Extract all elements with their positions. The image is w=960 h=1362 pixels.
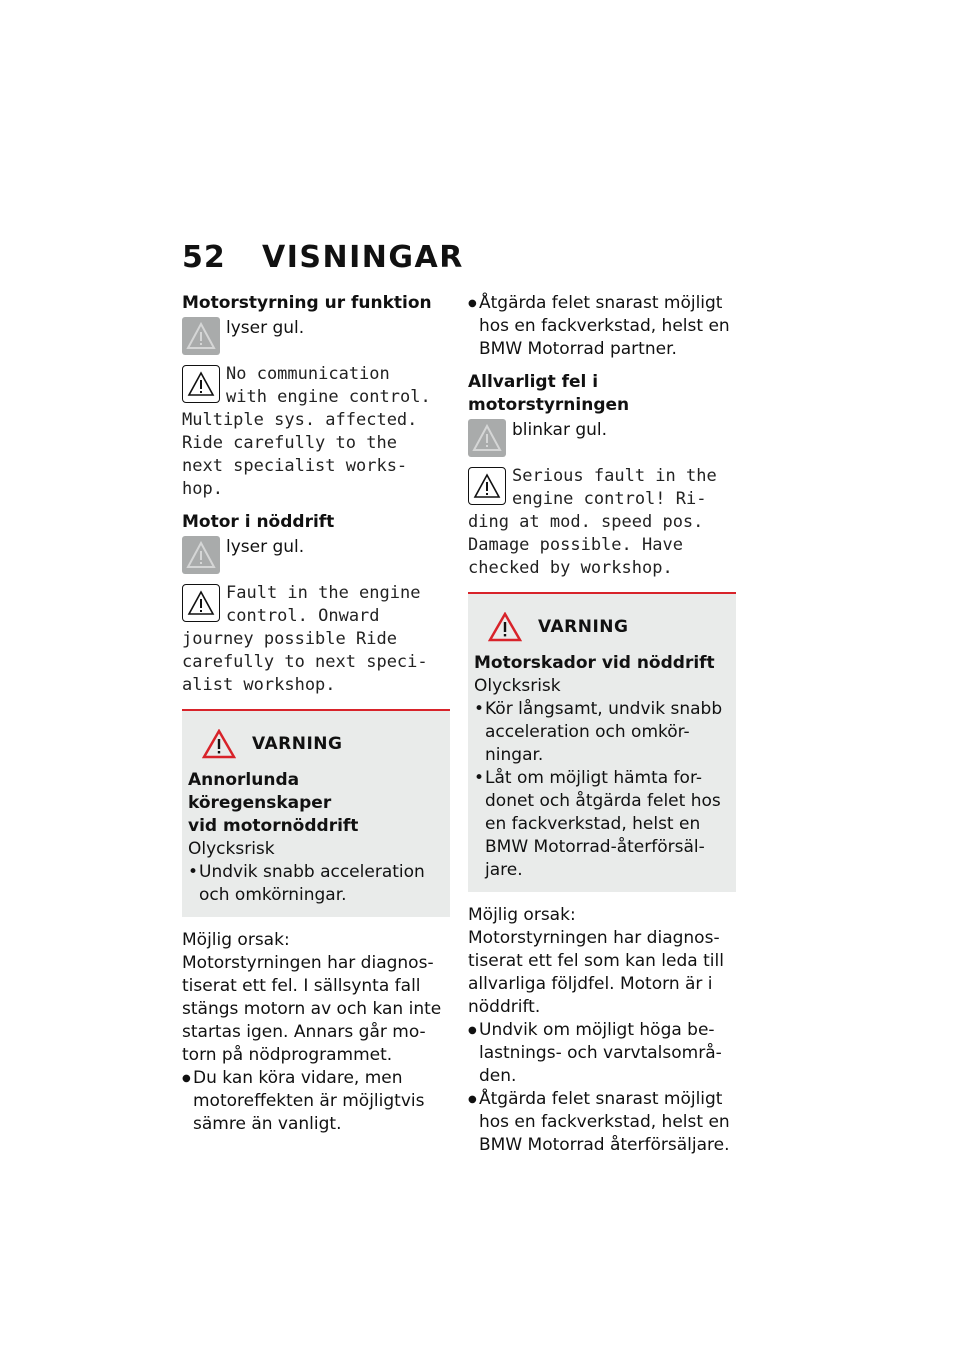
display-line: journey possible Ride: [182, 629, 397, 649]
cause-label: Möjlig orsak:: [182, 930, 290, 950]
display-line: ding at mod. speed pos.: [468, 512, 704, 532]
display-warning-icon: [468, 467, 506, 505]
warning-title: Motorskador vid nöddrift: [474, 653, 715, 673]
cause-text: Motorstyrningen har diagnos-tiserat ett fel. I sällsynta fall stängs motorn av och kan inte startas igen. Annars går mo-torn på nödprogrammet.: [182, 953, 442, 1065]
warning-box: [468, 592, 736, 892]
warning-item: • Låt om möjligt hämta for-donet och åtgärda felet hos en fackverkstad, helst en BMW Motorrad-återförsäl-jare.: [474, 767, 728, 882]
display-line: control. Onward: [226, 606, 380, 626]
cause-text: Motorstyrningen har diagnos-tiserat ett fel som kan leda till allvarliga följdfel. Motorn är i nöddrift.: [468, 928, 724, 1017]
section-heading: Motor i nöddrift: [182, 512, 335, 532]
action-item: ● Åtgärda felet snarast möjligt hos en fackverkstad, helst en BMW Motorrad återförsäljare.: [468, 1088, 736, 1157]
lamp-status-text: lyser gul.: [226, 318, 305, 338]
display-line: No communication: [226, 364, 390, 384]
action-list: [182, 1067, 450, 1136]
warning-lamp-icon: [468, 419, 506, 457]
warning-lamp-icon: [182, 536, 220, 574]
warning-box: [182, 709, 450, 917]
page-title: VISNINGAR: [262, 240, 464, 275]
section-heading: Allvarligt fel i motorstyrningen: [468, 372, 630, 415]
warning-label: VARNING: [252, 734, 343, 754]
action-item: ● Undvik om möjligt höga be-lastnings- och varvtalsområ-den.: [468, 1019, 736, 1088]
warning-header: [474, 612, 728, 642]
warning-item: • Undvik snabb acceleration och omkörningar.: [188, 861, 442, 907]
warning-lamp-icon: [182, 317, 220, 355]
display-message: [468, 465, 736, 580]
display-line: carefully to next speci-: [182, 652, 428, 672]
display-line: alist workshop.: [182, 675, 336, 695]
display-line: Serious fault in the: [512, 466, 717, 486]
display-line: Ride carefully to the: [182, 433, 397, 453]
right-column: [468, 292, 736, 1157]
indicator-lamp-row: [182, 317, 450, 355]
warning-risk: Olycksrisk: [474, 676, 561, 696]
page-number: 52: [182, 240, 226, 275]
warning-item: • Kör långsamt, undvik snabb acceleration och omkör-ningar.: [474, 698, 728, 767]
page-header: [182, 240, 464, 275]
section-heading: Motorstyrning ur funktion: [182, 293, 432, 313]
warning-risk: Olycksrisk: [188, 839, 275, 859]
indicator-lamp-row: [468, 419, 736, 457]
warning-label: VARNING: [538, 617, 629, 637]
display-line: with engine control.: [226, 387, 431, 407]
action-list: [468, 1019, 736, 1157]
lamp-status-text: lyser gul.: [226, 537, 305, 557]
red-warning-triangle-icon: [488, 612, 522, 642]
display-line: checked by workshop.: [468, 558, 673, 578]
display-line: hop.: [182, 479, 223, 499]
action-list: [468, 292, 736, 361]
action-item: ● Du kan köra vidare, men motoreffekten är möjligtvis sämre än vanligt.: [182, 1067, 450, 1136]
warning-list: [474, 698, 728, 882]
left-column: [182, 292, 450, 1136]
warning-list: [188, 861, 442, 907]
warning-header: [188, 729, 442, 759]
warning-title: vid motornöddrift: [188, 816, 359, 836]
display-line: Fault in the engine: [226, 583, 421, 603]
display-warning-icon: [182, 584, 220, 622]
display-line: Damage possible. Have: [468, 535, 683, 555]
cause-label: Möjlig orsak:: [468, 905, 576, 925]
lamp-status-text: blinkar gul.: [512, 420, 608, 440]
warning-title: Annorlunda köregenskaper: [188, 770, 332, 813]
indicator-lamp-row: [182, 536, 450, 574]
display-line: next specialist works-: [182, 456, 408, 476]
action-item: ● Åtgärda felet snarast möjligt hos en fackverkstad, helst en BMW Motorrad partner.: [468, 292, 736, 361]
display-message: [182, 582, 450, 697]
red-warning-triangle-icon: [202, 729, 236, 759]
display-warning-icon: [182, 365, 220, 403]
display-line: engine control! Ri-: [512, 489, 707, 509]
display-line: Multiple sys. affected.: [182, 410, 418, 430]
display-message: [182, 363, 450, 501]
